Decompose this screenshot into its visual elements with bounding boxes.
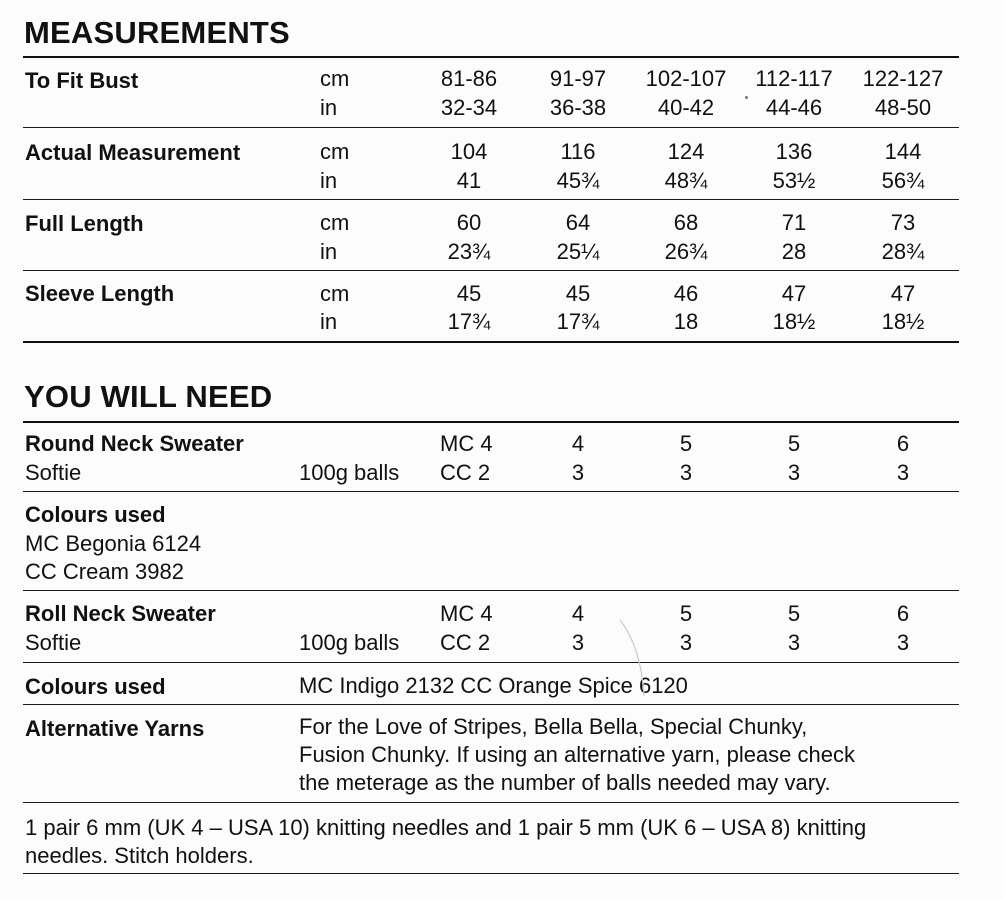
size-in-value: 45¾ [556, 168, 600, 193]
size-cm-value: 116 [560, 139, 596, 164]
divider [23, 662, 959, 663]
size-cm-value: 46 [673, 281, 699, 306]
mc-balls: 6 [896, 601, 910, 626]
cc-balls: 3 [679, 460, 693, 485]
size-cm-value: 122-127 [862, 66, 944, 91]
size-in-value: 28¾ [881, 239, 925, 264]
divider [23, 873, 959, 874]
divider [23, 341, 959, 343]
size-in-value: 17¾ [447, 309, 491, 334]
divider [23, 127, 959, 128]
mc-balls: 5 [679, 431, 693, 456]
size-in-value: 41 [456, 168, 482, 193]
size-in-value: 32-34 [440, 95, 498, 120]
cc-balls: 3 [571, 630, 585, 655]
row-label: Sleeve Length [25, 281, 175, 306]
row-label: Full Length [25, 211, 144, 236]
round-neck-label: Round Neck Sweater [25, 431, 244, 456]
size-in-value: 18½ [881, 309, 925, 334]
size-in-value: 56¾ [881, 168, 925, 193]
mc-balls: 5 [787, 431, 801, 456]
size-cm-value: 104 [450, 139, 488, 164]
divider [23, 704, 959, 705]
size-cm-value: 45 [565, 281, 591, 306]
size-cm-value: 102-107 [645, 66, 727, 91]
size-cm-value: 73 [890, 210, 916, 235]
size-in-value: 26¾ [664, 239, 708, 264]
divider [23, 802, 959, 803]
size-cm-value: 45 [456, 281, 482, 306]
cc-colour: CC Cream 3982 [25, 559, 184, 584]
size-cm-value: 47 [890, 281, 916, 306]
ball-weight: 100g balls [299, 630, 400, 655]
divider [23, 590, 959, 591]
size-in-value: 44-46 [765, 95, 823, 120]
alternative-yarns-text-line: the meterage as the number of balls needed may vary. [299, 770, 831, 795]
cc-size1-balls: CC 2 [440, 460, 491, 485]
divider [23, 56, 959, 58]
size-in-value: 48-50 [874, 95, 932, 120]
yarn-name: Softie [25, 630, 82, 655]
size-cm-value: 64 [565, 210, 591, 235]
alternative-yarns-text-line: For the Love of Stripes, Bella Bella, Special Chunky, [299, 714, 808, 739]
cc-balls: 3 [679, 630, 693, 655]
size-cm-value: 136 [775, 139, 813, 164]
mc-balls: 4 [571, 601, 585, 626]
cc-balls: 3 [787, 460, 801, 485]
size-cm-value: 124 [667, 139, 705, 164]
ball-weight: 100g balls [299, 460, 400, 485]
yarn-name: Softie [25, 460, 82, 485]
needles-text-line: needles. Stitch holders. [25, 843, 254, 868]
unit-cm: cm [320, 66, 350, 91]
unit-in: in [320, 239, 338, 264]
cc-balls: 3 [896, 460, 910, 485]
unit-in: in [320, 168, 338, 193]
size-in-value: 23¾ [447, 239, 491, 264]
unit-in: in [320, 309, 338, 334]
scan-mark [612, 618, 652, 698]
size-cm-value: 144 [884, 139, 922, 164]
size-in-value: 28 [781, 239, 807, 264]
size-cm-value: 81-86 [440, 66, 498, 91]
size-in-value: 17¾ [556, 309, 600, 334]
scan-speck [745, 96, 748, 99]
alternative-yarns-text-line: Fusion Chunky. If using an alternative yarn, please check [299, 742, 856, 767]
size-cm-value: 68 [673, 210, 699, 235]
needles-text-line: 1 pair 6 mm (UK 4 – USA 10) knitting needles and 1 pair 5 mm (UK 6 – USA 8) knitting [25, 815, 867, 840]
unit-cm: cm [320, 210, 350, 235]
cc-balls: 3 [571, 460, 585, 485]
size-cm-value: 60 [456, 210, 482, 235]
size-in-value: 53½ [772, 168, 816, 193]
mc-size1-balls: MC 4 [440, 431, 493, 456]
mc-balls: 6 [896, 431, 910, 456]
size-in-value: 18 [673, 309, 699, 334]
divider [23, 199, 959, 200]
cc-balls: 3 [896, 630, 910, 655]
size-in-value: 18½ [772, 309, 816, 334]
size-in-value: 25¼ [556, 239, 600, 264]
size-in-value: 40-42 [657, 95, 715, 120]
cc-size1-balls: CC 2 [440, 630, 491, 655]
size-in-value: 48¾ [664, 168, 708, 193]
divider [23, 491, 959, 492]
unit-in: in [320, 95, 338, 120]
row-label: To Fit Bust [25, 68, 139, 93]
roll-neck-label: Roll Neck Sweater [25, 601, 216, 626]
unit-cm: cm [320, 281, 350, 306]
size-cm-value: 91-97 [549, 66, 607, 91]
mc-balls: 5 [679, 601, 693, 626]
size-cm-value: 112-117 [755, 66, 833, 91]
size-cm-value: 71 [781, 210, 807, 235]
alternative-yarns-label: Alternative Yarns [25, 716, 205, 741]
unit-cm: cm [320, 139, 350, 164]
mc-balls: 5 [787, 601, 801, 626]
size-cm-value: 47 [781, 281, 807, 306]
mc-balls: 4 [571, 431, 585, 456]
colours-used-label: Colours used [25, 674, 166, 699]
row-label: Actual Measurement [25, 140, 241, 165]
divider [23, 421, 959, 423]
you-will-need-title: YOU WILL NEED [24, 379, 273, 414]
cc-balls: 3 [787, 630, 801, 655]
measurements-title: MEASUREMENTS [24, 15, 290, 50]
mc-size1-balls: MC 4 [440, 601, 493, 626]
colours-used-label: Colours used [25, 502, 166, 527]
divider [23, 270, 959, 271]
size-in-value: 36-38 [549, 95, 607, 120]
roll-neck-colour-values: MC Indigo 2132 CC Orange Spice 6120 [299, 673, 688, 698]
mc-colour: MC Begonia 6124 [25, 531, 202, 556]
